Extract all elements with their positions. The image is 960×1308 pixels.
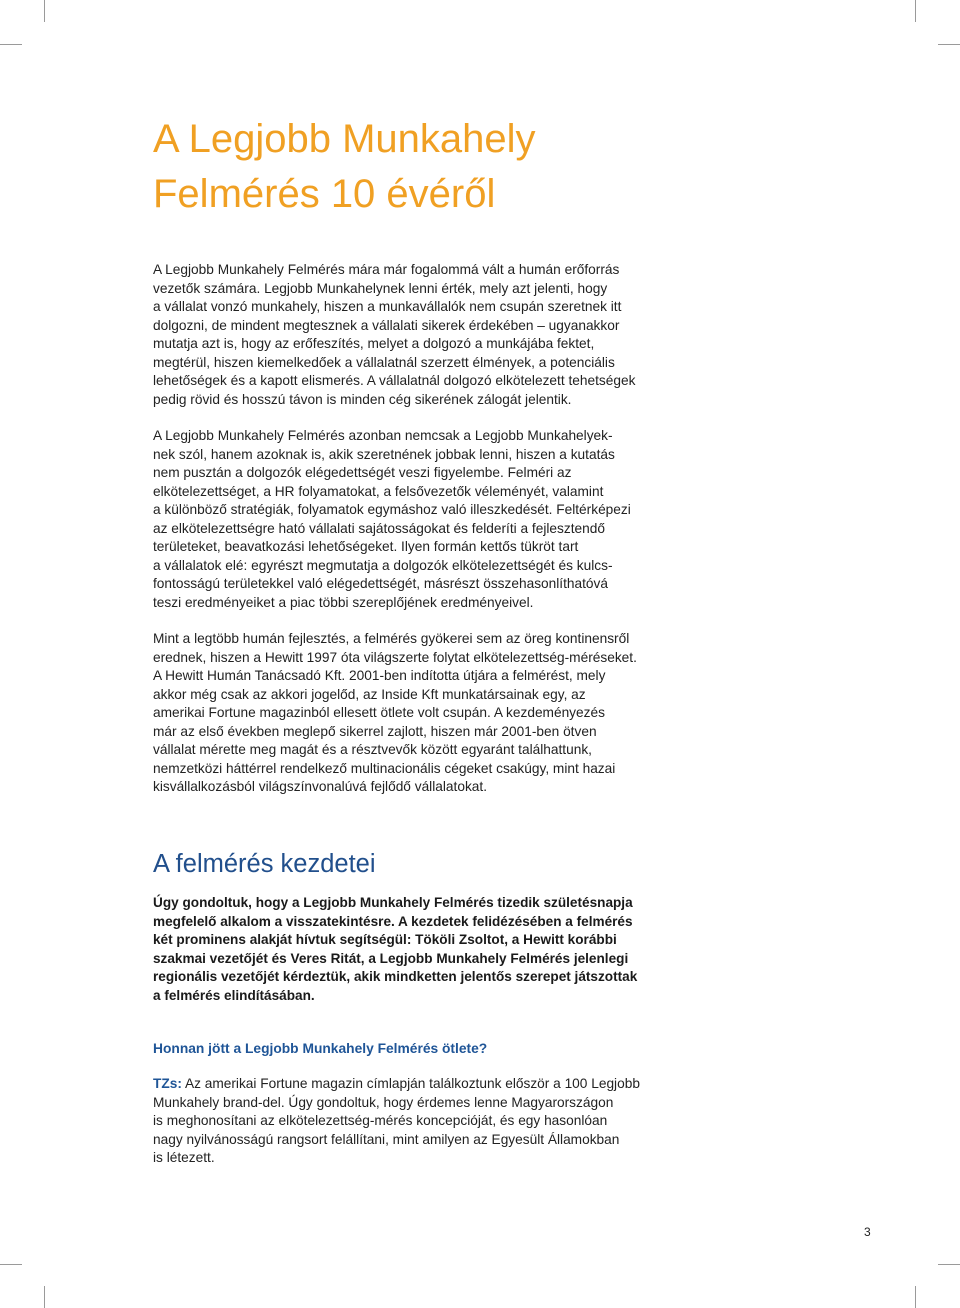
- text-line: a felmérés elindításában.: [153, 987, 315, 1003]
- crop-mark-left-top: [0, 44, 22, 45]
- page-number: 3: [864, 1225, 871, 1239]
- text-line: nem pusztán a dolgozók elégedettségét veszi figyelembe. Felméri az: [153, 465, 572, 481]
- crop-mark-left-bottom: [0, 1264, 22, 1265]
- text-line: is létezett.: [153, 1150, 215, 1166]
- text-line: elkötelezettséget, a HR folyamatokat, a felsővezetők véleményét, valamint: [153, 483, 604, 499]
- crop-mark-right-bottom: [938, 1264, 960, 1265]
- page-title-line: Felmérés 10 évéről: [153, 172, 496, 216]
- text-line: a különböző stratégiák, folyamatok egymáshoz való illeszkedését. Feltérképezi: [153, 502, 631, 518]
- crop-mark-top-right: [915, 0, 916, 22]
- text-line: nek szól, hanem azoknak is, akik szeretnének jobbak lenni, hiszen a kutatás: [153, 446, 615, 462]
- text-line: Mint a legtöbb humán fejlesztés, a felmérés gyökerei sem az öreg kontinensről: [153, 631, 630, 646]
- text-line: az elkötelezettségre ható vállalati sajátosságokat és felderíti a fejlesztendő: [153, 520, 605, 536]
- interview-answer: [153, 1075, 640, 1168]
- text-line: vezetők számára. Legjobb Munkahelynek lenni érték, mely azt jelenti, hogy: [153, 280, 608, 296]
- section-lead-paragraph: [153, 894, 637, 1005]
- text-line: mutatja azt is, hogy az erőfeszítés, melyet a dolgozó a munkájába fektet,: [153, 336, 595, 352]
- page-title: [153, 112, 536, 222]
- text-line: két prominens alakját hívtuk segítségül: Tököli Zsoltot, a Hewitt korábbi: [153, 932, 617, 948]
- text-line: [153, 1075, 640, 1094]
- text-line: Munkahely brand-del. Úgy gondoltuk, hogy érdemes lenne Magyarországon: [153, 1094, 614, 1110]
- text-line: már az első években meglepő sikerrel zajlott, hiszen már 2001-ben ötven: [153, 723, 597, 739]
- text-line: pedig rövid és hosszú távon is minden cég sikerének zálogát jelentik.: [153, 391, 572, 407]
- section-title: A felmérés kezdetei: [153, 850, 376, 878]
- text-line: területeket, beavatkozási lehetőségeket. Ilyen formán kettős tükröt tart: [153, 539, 579, 555]
- text-line: megfelelő alkalom a visszatekintésre. A kezdetek felidézésében a felmérés: [153, 913, 633, 929]
- text-line: dolgozni, de mindent megtesznek a vállalati sikerek érdekében – ugyanakkor: [153, 317, 620, 333]
- text-line: regionális vezetőjét kérdeztük, akik mindketten jelentős szerepet játszottak: [153, 969, 638, 985]
- text-line: erednek, hiszen a Hewitt 1997 óta világszerte folytat elkötelezettség-méréseket.: [153, 649, 637, 665]
- text-line: amerikai Fortune magazinból ellesett ötlete volt csupán. A kezdeményezés: [153, 705, 605, 721]
- text-line: A Legjobb Munkahely Felmérés azonban nemcsak a Legjobb Munkahelyek-: [153, 428, 613, 443]
- answer-text: Az amerikai Fortune magazin címlapján találkoztunk először a 100 Legjobb: [181, 1076, 640, 1091]
- text-line: fontosságú területekkel való elégedettségét, másrészt összehasonlíthatóvá: [153, 576, 609, 592]
- crop-mark-top-left: [44, 0, 45, 22]
- text-line: nagy nyilvánosságú rangsort felállítani, mint amilyen az Egyesült Államokban: [153, 1131, 620, 1147]
- history-paragraph: [153, 630, 637, 797]
- text-line: is meghonosítani az elkötelezettség-mérés koncepcióját, és egy hasonlóan: [153, 1113, 608, 1129]
- text-line: kisvállalkozásból világszínvonalúvá fejlődő vállalatokat.: [153, 779, 488, 795]
- text-line: teszi eredményeiket a piac többi szereplőjének eredményeivel.: [153, 594, 534, 610]
- text-line: megtérül, hiszen kiemelkedőek a vállalatnál szerzett élmények, a potenciális: [153, 354, 615, 370]
- text-line: a vállalatok elé: egyrészt megmutatja a dolgozók elkötelezettségét és kulcs-: [153, 557, 613, 573]
- text-line: vállalat mérette meg magát és a résztvevők között egyaránt találhattunk,: [153, 742, 592, 758]
- text-line: a vállalat vonzó munkahely, hiszen a munkavállalók nem csupán szeretnek itt: [153, 299, 622, 315]
- text-line: akkor még csak az akkori jogelőd, az Inside Kft munkatársainak egy, az: [153, 686, 586, 702]
- survey-description-paragraph: [153, 427, 631, 612]
- text-line: A Legjobb Munkahely Felmérés mára már fogalommá vált a humán erőforrás: [153, 262, 620, 277]
- intro-paragraph: [153, 261, 635, 409]
- text-line: Úgy gondoltuk, hogy a Legjobb Munkahely Felmérés tizedik születésnapja: [153, 895, 633, 910]
- text-line: nemzetközi háttérrel rendelkező multinacionális cégeket csakúgy, mint hazai: [153, 760, 616, 776]
- crop-mark-right-top: [938, 44, 960, 45]
- page-title-line: A Legjobb Munkahely: [153, 117, 536, 161]
- text-line: A Hewitt Humán Tanácsadó Kft. 2001-ben indította útjára a felmérést, mely: [153, 668, 606, 684]
- interview-question: Honnan jött a Legjobb Munkahely Felmérés ötlete?: [153, 1041, 488, 1056]
- text-line: lehetőségek és a kapott elismerés. A vállalatnál dolgozó elkötelezett tehetségek: [153, 373, 636, 389]
- speaker-label: TZs:: [153, 1076, 182, 1091]
- crop-mark-bottom-right: [915, 1286, 916, 1308]
- text-line: szakmai vezetőjét és Veres Ritát, a Legjobb Munkahely Felmérés jelenlegi: [153, 950, 629, 966]
- crop-mark-bottom-left: [44, 1286, 45, 1308]
